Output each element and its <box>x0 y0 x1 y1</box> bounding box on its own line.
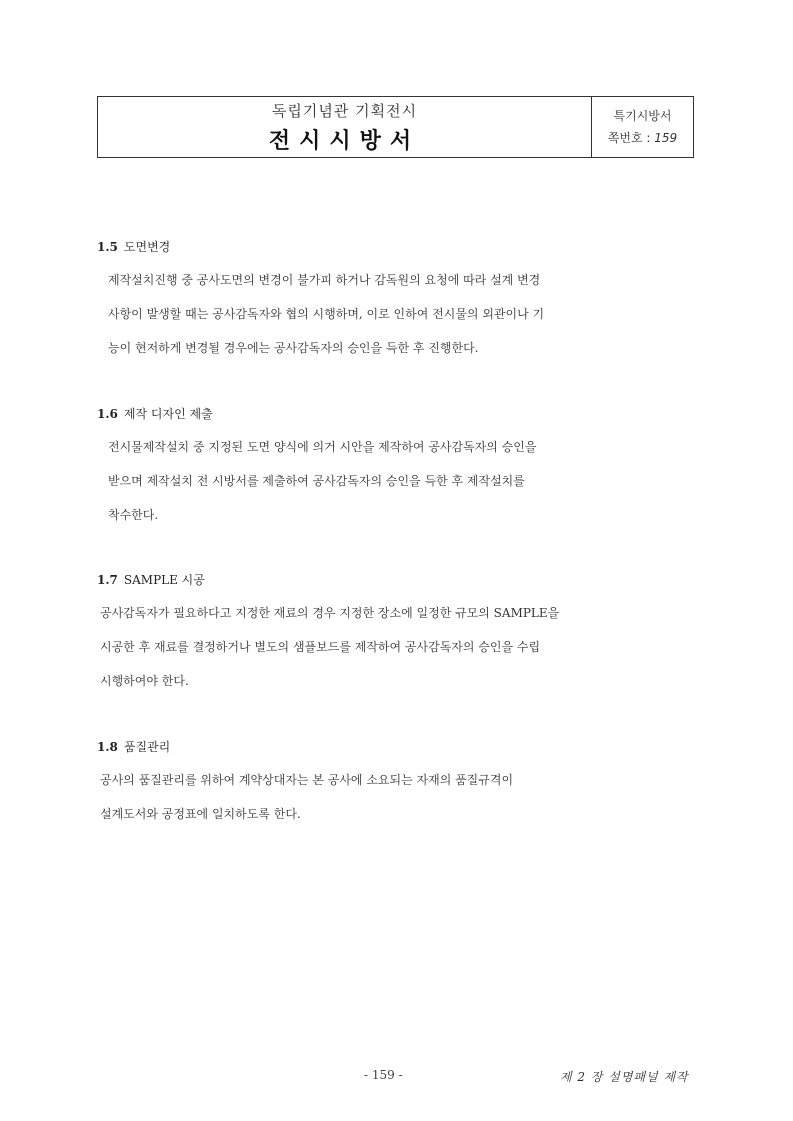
paragraph-line: 착수한다. <box>108 508 159 522</box>
page-number-row <box>608 127 677 149</box>
paragraph-line: 제작설치진행 중 공사도면의 변경이 불가피 하거나 감독원의 요청에 따라 설계 변경 <box>108 273 541 287</box>
section-number: 1.6 <box>97 407 118 421</box>
paragraph-line: 설계도서와 공정표에 일치하도록 한다. <box>100 807 301 821</box>
section-heading <box>97 571 677 589</box>
section-1-8 <box>97 738 677 821</box>
section-title: 제작 디자인 제출 <box>123 407 213 421</box>
paragraph-line: 시공한 후 재료를 결정하거나 별도의 샘플보드를 제작하여 공사감독자의 승인을 수립 <box>100 640 541 654</box>
paragraph-line: 시행하여야 한다. <box>100 674 189 688</box>
section-number: 1.5 <box>97 240 118 254</box>
spec-type-label: 특기시방서 <box>613 109 672 123</box>
section-1-6 <box>97 405 677 522</box>
section-number: 1.7 <box>97 573 118 587</box>
paragraph-line: 받으며 제작설치 전 시방서를 제출하여 공사감독자의 승인을 득한 후 제작설치를 <box>108 474 525 488</box>
section-heading <box>97 238 677 256</box>
paragraph-line: 공사감독자가 필요하다고 지정한 재료의 경우 지정한 장소에 일정한 규모의 SAMPLE을 <box>100 606 560 620</box>
section-title: 품질관리 <box>123 740 171 754</box>
document-header <box>97 96 694 158</box>
section-title: 도면변경 <box>123 240 171 254</box>
section-title: SAMPLE 시공 <box>123 573 205 587</box>
footer-chapter-title: 제 2 장 설명패널 제작 <box>560 1070 689 1084</box>
header-subtitle: 독립기념관 기획전시 <box>271 101 418 120</box>
footer-page-number: - 159 - <box>364 1068 403 1082</box>
section-1-5 <box>97 238 677 355</box>
section-heading <box>97 405 677 423</box>
page-number-value: 159 <box>654 131 678 145</box>
paragraph-line: 사항이 발생할 때는 공사감독자와 협의 시행하며, 이로 인하여 전시물의 외관이나 기 <box>108 307 545 321</box>
header-title-block <box>98 97 592 157</box>
section-heading <box>97 738 677 756</box>
paragraph-line: 전시물제작설치 중 지정된 도면 양식에 의거 시안을 제작하여 공사감독자의 승인을 <box>108 440 537 454</box>
section-number: 1.8 <box>97 740 118 754</box>
page-number-label: 쪽번호 : <box>607 131 651 145</box>
header-title: 전시시방서 <box>268 128 421 154</box>
paragraph-line: 공사의 품질관리를 위하여 계약상대자는 본 공사에 소요되는 자재의 품질규격이 <box>100 773 514 787</box>
header-side-block <box>592 97 693 157</box>
section-1-7 <box>97 571 677 688</box>
paragraph-line: 능이 현저하게 변경될 경우에는 공사감독자의 승인을 득한 후 진행한다. <box>108 341 479 355</box>
